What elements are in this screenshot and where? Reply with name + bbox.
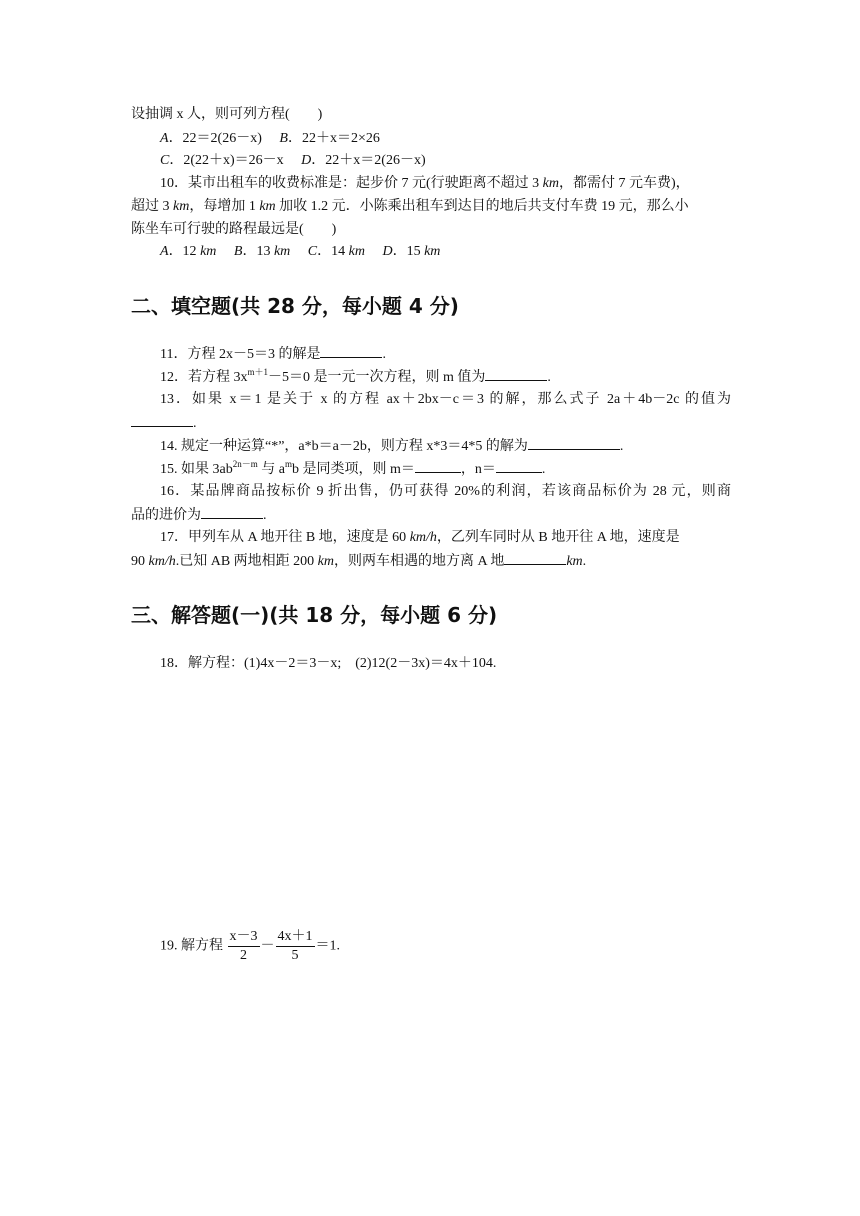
q15-text-d: ，n＝ (460, 462, 496, 477)
q17-line-1 (160, 527, 731, 549)
q9-options-ab (160, 128, 760, 150)
q9-option-a-text: ．22＝2(26－x) (168, 131, 262, 146)
q19-minus: － (260, 938, 275, 954)
q18 (160, 653, 760, 675)
q19-fraction-2-numerator: 4x＋1 (276, 928, 315, 947)
q12-period: . (547, 370, 551, 385)
q17-line2-a: 90 (131, 554, 149, 569)
q14-period: . (619, 439, 624, 454)
q17-line-2 (131, 550, 731, 573)
q10-option-a-label: A (160, 244, 169, 259)
q15-m-blank[interactable] (415, 458, 461, 473)
q15-period: . (541, 462, 546, 477)
q10-line-2 (131, 196, 731, 218)
q10-option-a-unit: km (200, 244, 217, 259)
q15-exponent-1: 2n－m (232, 459, 258, 469)
q9-stem (131, 104, 731, 126)
q18-text: 18．解方程：(1)4x－2＝3－x; (2)12(2－3x)＝4x＋104. (160, 656, 497, 671)
q16-answer-blank[interactable] (201, 504, 263, 519)
q19-fraction-1-denominator: 2 (240, 948, 247, 963)
q19-suffix: ＝1. (315, 938, 340, 954)
q9-option-d-text: ．22＋x＝2(26－x) (311, 153, 426, 168)
q17-unit: km/h (148, 554, 176, 569)
q19-fraction-2 (276, 928, 315, 965)
q15-n-blank[interactable] (496, 458, 542, 473)
q16-period: . (263, 508, 267, 523)
q14-text: 14. 规定一种运算“*”，a*b＝a－2b，则方程 x*3＝4*5 的解为 (160, 439, 528, 454)
q10-option-c-num: ．14 (317, 244, 349, 259)
q15-exponent-2: m (284, 459, 292, 469)
q16-text-2: 品的进价为 (131, 508, 201, 523)
q10-unit: km (542, 176, 559, 191)
q15-text-b: 与 a (257, 462, 285, 477)
q19-fraction-1 (228, 928, 260, 965)
q11-period: . (382, 347, 386, 362)
q12 (160, 366, 760, 389)
q10-option-d-num: ．15 (392, 244, 425, 259)
q9-stem-text: 设抽调 x 人，则可列方程( ) (131, 107, 323, 122)
q12-answer-blank[interactable] (485, 366, 547, 381)
q9-option-b-text: ．22＋x＝2×26 (287, 131, 380, 146)
q10-option-b-unit: km (273, 244, 291, 259)
q10-option-c-label: C (307, 244, 318, 259)
q13-period: . (193, 416, 197, 431)
q9-option-d-label: D (301, 153, 312, 168)
q12-text-a: 12．若方程 3x (160, 370, 248, 385)
q10-unit: km (173, 199, 190, 214)
q17-unit: km (317, 554, 334, 569)
q15 (160, 458, 760, 481)
q10-unit: km (259, 199, 276, 214)
q10-option-a-num: ．12 (168, 244, 201, 259)
q17-line2-c: ，则两车相遇的地方离 A 地 (334, 554, 505, 569)
q10-line2-c: 加收 1.2 元．小陈乘出租车到达目的地后共支付车费 19 元，那么小 (275, 199, 689, 214)
q9-option-a-label: A (160, 131, 169, 146)
q19-fraction-2-denominator: 5 (291, 948, 299, 963)
section-2-heading: 二、填空题(共 28 分，每小题 4 分) (131, 294, 459, 318)
q17-line2-b: .已知 AB 两地相距 200 (175, 554, 318, 569)
q12-text-b: －5＝0 是一元一次方程，则 m 值为 (268, 370, 486, 385)
q11-text: 11．方程 2x－5＝3 的解是 (160, 347, 321, 362)
q17-unit: km/h (409, 530, 437, 545)
q10-line1-b: ，都需付 7 元车费)， (559, 176, 690, 191)
q19-prefix: 19. 解方程 (160, 938, 223, 954)
q10-line2-a: 超过 3 (131, 199, 173, 214)
q15-text-a: 15. 如果 3ab (160, 462, 233, 477)
q10-option-c-unit: km (348, 244, 365, 259)
q11 (160, 343, 760, 366)
q12-exponent: m＋1 (247, 367, 269, 377)
q17-line1-a: 17．甲列车从 A 地开往 B 地，速度是 60 (160, 530, 410, 545)
q11-answer-blank[interactable] (320, 343, 382, 358)
q15-text-c: b 是同类项，则 m＝ (291, 462, 415, 477)
q13-text: 13．如果 x＝1 是关于 x 的方程 ax＋2bx－c＝3 的解，那么式子 2a＋4b－2c 的值为 (160, 392, 731, 407)
q16-line-1 (160, 481, 731, 503)
q13-answer-blank[interactable] (131, 412, 193, 427)
q9-options-cd (160, 150, 760, 172)
q10-line-1 (160, 173, 731, 195)
q10-options (160, 241, 760, 263)
q16-text: 16．某品牌商品按标价 9 折出售，仍可获得 20%的利润，若该商品标价为 28 元，则商 (160, 484, 731, 499)
section-3-heading: 三、解答题(一)(共 18 分，每小题 6 分) (131, 603, 498, 627)
q9-option-c-text: ．2(22＋x)＝26－x (169, 153, 284, 168)
q17-unit: km (566, 554, 583, 569)
q13-line-1 (160, 389, 731, 411)
q9-option-b-label: B (279, 131, 288, 146)
q19 (160, 928, 760, 965)
q9-option-c-label: C (160, 153, 170, 168)
q10-option-b-label: B (233, 244, 243, 259)
q19-fraction-1-numerator: x－3 (228, 928, 260, 947)
q17-answer-blank[interactable] (504, 550, 566, 565)
q14 (160, 435, 760, 458)
q10-option-b-num: ．13 (242, 244, 274, 259)
q17-line1-b: ，乙列车同时从 B 地开往 A 地，速度是 (436, 530, 680, 545)
q10-line1-a: 10．某市出租车的收费标准是：起步价 7 元(行驶距离不超过 3 (160, 176, 543, 191)
q10-line2-b: ，每增加 1 (189, 199, 260, 214)
q13-line-2 (131, 412, 731, 435)
q17-period: . (582, 554, 587, 569)
q10-line3-text: 陈坐车可行驶的路程最远是( ) (131, 222, 337, 237)
q10-option-d-unit: km (424, 244, 441, 259)
q16-line-2 (131, 504, 731, 527)
q14-answer-blank[interactable] (528, 435, 620, 450)
q10-line-3 (131, 219, 731, 241)
q10-option-d-label: D (382, 244, 393, 259)
